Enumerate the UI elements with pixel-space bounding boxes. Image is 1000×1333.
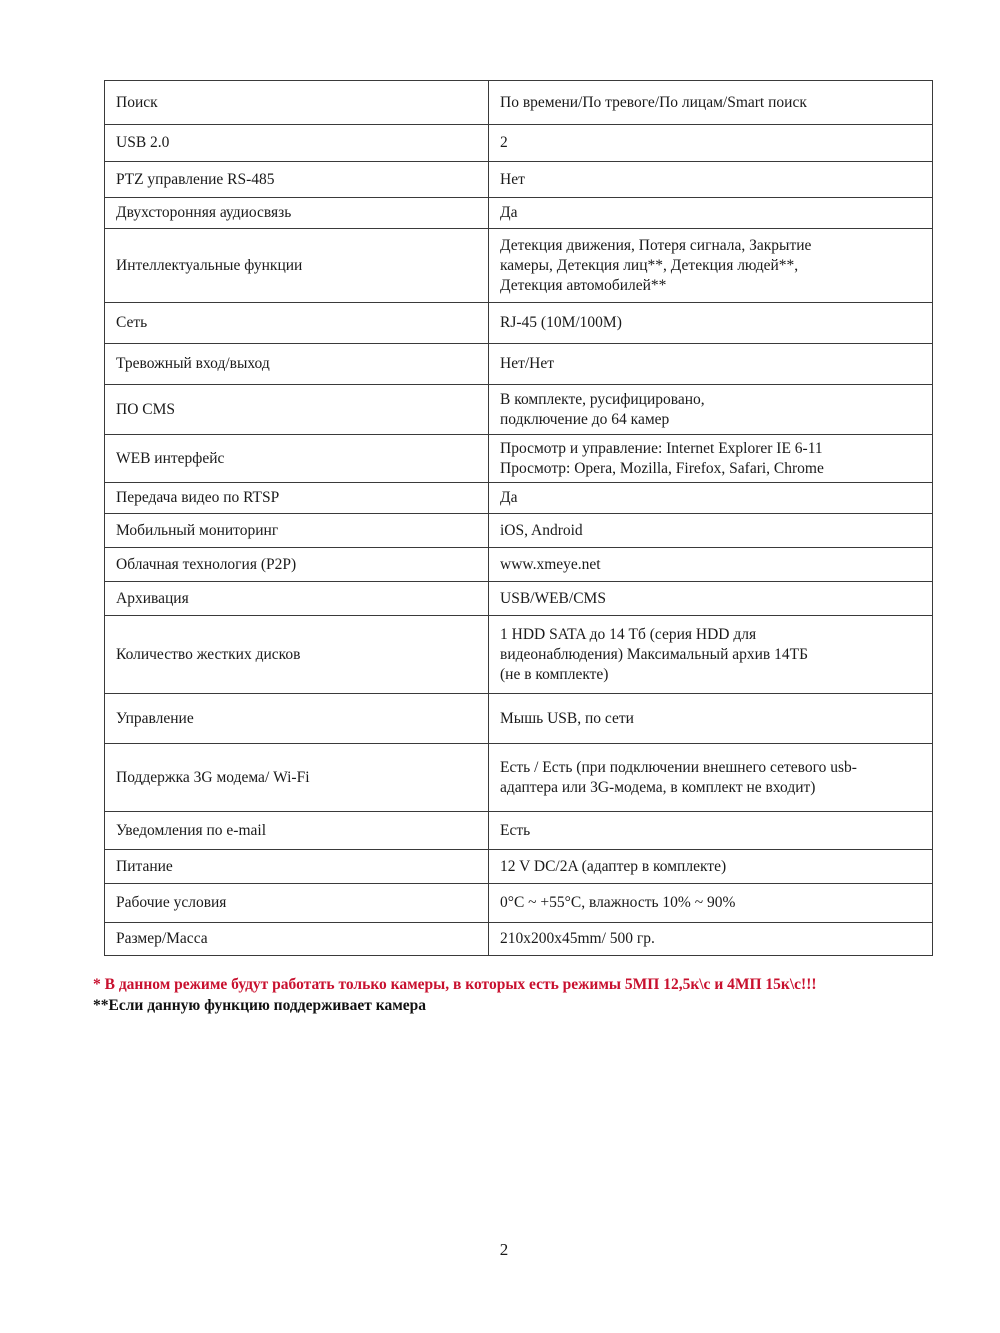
- table-row: [105, 616, 933, 694]
- spec-label: Мобильный мониторинг: [105, 514, 489, 548]
- spec-value: www.xmeye.net: [489, 548, 933, 582]
- table-row: [105, 582, 933, 616]
- spec-value: 1 HDD SATA до 14 Тб (серия HDD для видеонаблюдения) Максимальный архив 14ТБ (не в комплекте): [489, 616, 933, 694]
- spec-label: Рабочие условия: [105, 884, 489, 923]
- spec-label: ПО CMS: [105, 385, 489, 435]
- spec-value: Нет: [489, 162, 933, 198]
- spec-value: Мышь USB, по сети: [489, 694, 933, 744]
- spec-label: Количество жестких дисков: [105, 616, 489, 694]
- spec-label: Сеть: [105, 303, 489, 344]
- spec-label: Двухсторонняя аудиосвязь: [105, 198, 489, 229]
- table-row: [105, 694, 933, 744]
- spec-value: 2: [489, 125, 933, 162]
- spec-label: Архивация: [105, 582, 489, 616]
- spec-label: Управление: [105, 694, 489, 744]
- spec-label: Интеллектуальные функции: [105, 229, 489, 303]
- spec-value: Нет/Нет: [489, 344, 933, 385]
- footnote-single-asterisk: * В данном режиме будут работать только камеры, в которых есть режимы 5МП 12,5к\с и 4МП 15к\с!!!: [93, 976, 817, 993]
- spec-label: Передача видео по RTSP: [105, 483, 489, 514]
- table-row: [105, 198, 933, 229]
- spec-value: 210x200x45mm/ 500 гр.: [489, 923, 933, 956]
- spec-value: 12 V DC/2A (адаптер в комплекте): [489, 850, 933, 884]
- table-row: [105, 385, 933, 435]
- spec-label: WEB интерфейс: [105, 435, 489, 483]
- spec-label: Уведомления по e-mail: [105, 812, 489, 850]
- spec-value: Есть: [489, 812, 933, 850]
- table-row: [105, 850, 933, 884]
- table-row: [105, 923, 933, 956]
- table-row: [105, 435, 933, 483]
- spec-value: Есть / Есть (при подключении внешнего сетевого usb- адаптера или 3G-модема, в комплект не входит): [489, 744, 933, 812]
- table-row: [105, 744, 933, 812]
- table-row: [105, 514, 933, 548]
- spec-value: iOS, Android: [489, 514, 933, 548]
- specifications-table: [104, 80, 933, 956]
- spec-value: Детекция движения, Потеря сигнала, Закрытие камеры, Детекция лиц**, Детекция людей**, Детекция автомобилей**: [489, 229, 933, 303]
- spec-label: USB 2.0: [105, 125, 489, 162]
- spec-value: USB/WEB/CMS: [489, 582, 933, 616]
- table-row: [105, 125, 933, 162]
- table-row: [105, 483, 933, 514]
- spec-label: PTZ управление RS-485: [105, 162, 489, 198]
- spec-label: Тревожный вход/выход: [105, 344, 489, 385]
- spec-label: Поиск: [105, 81, 489, 125]
- spec-value: В комплекте, русифицировано, подключение до 64 камер: [489, 385, 933, 435]
- spec-value: Просмотр и управление: Internet Explorer IE 6-11 Просмотр: Opera, Mozilla, Firefox, Safari, Chrome: [489, 435, 933, 483]
- table-row: [105, 303, 933, 344]
- page-number: 2: [499, 1240, 509, 1259]
- footnote-double-asterisk: **Если данную функцию поддерживает камера: [93, 997, 427, 1014]
- spec-value: Да: [489, 198, 933, 229]
- spec-label: Поддержка 3G модема/ Wi-Fi: [105, 744, 489, 812]
- table-row: [105, 344, 933, 385]
- table-row: [105, 81, 933, 125]
- table-row: [105, 812, 933, 850]
- footnotes: [93, 974, 923, 1016]
- spec-label: Размер/Масса: [105, 923, 489, 956]
- table-row: [105, 229, 933, 303]
- table-row: [105, 162, 933, 198]
- spec-value: RJ-45 (10M/100M): [489, 303, 933, 344]
- spec-label: Питание: [105, 850, 489, 884]
- table-row: [105, 548, 933, 582]
- spec-value: 0°C ~ +55°C, влажность 10% ~ 90%: [489, 884, 933, 923]
- spec-value: По времени/По тревоге/По лицам/Smart поиск: [489, 81, 933, 125]
- table-row: [105, 884, 933, 923]
- spec-label: Облачная технология (P2P): [105, 548, 489, 582]
- spec-value: Да: [489, 483, 933, 514]
